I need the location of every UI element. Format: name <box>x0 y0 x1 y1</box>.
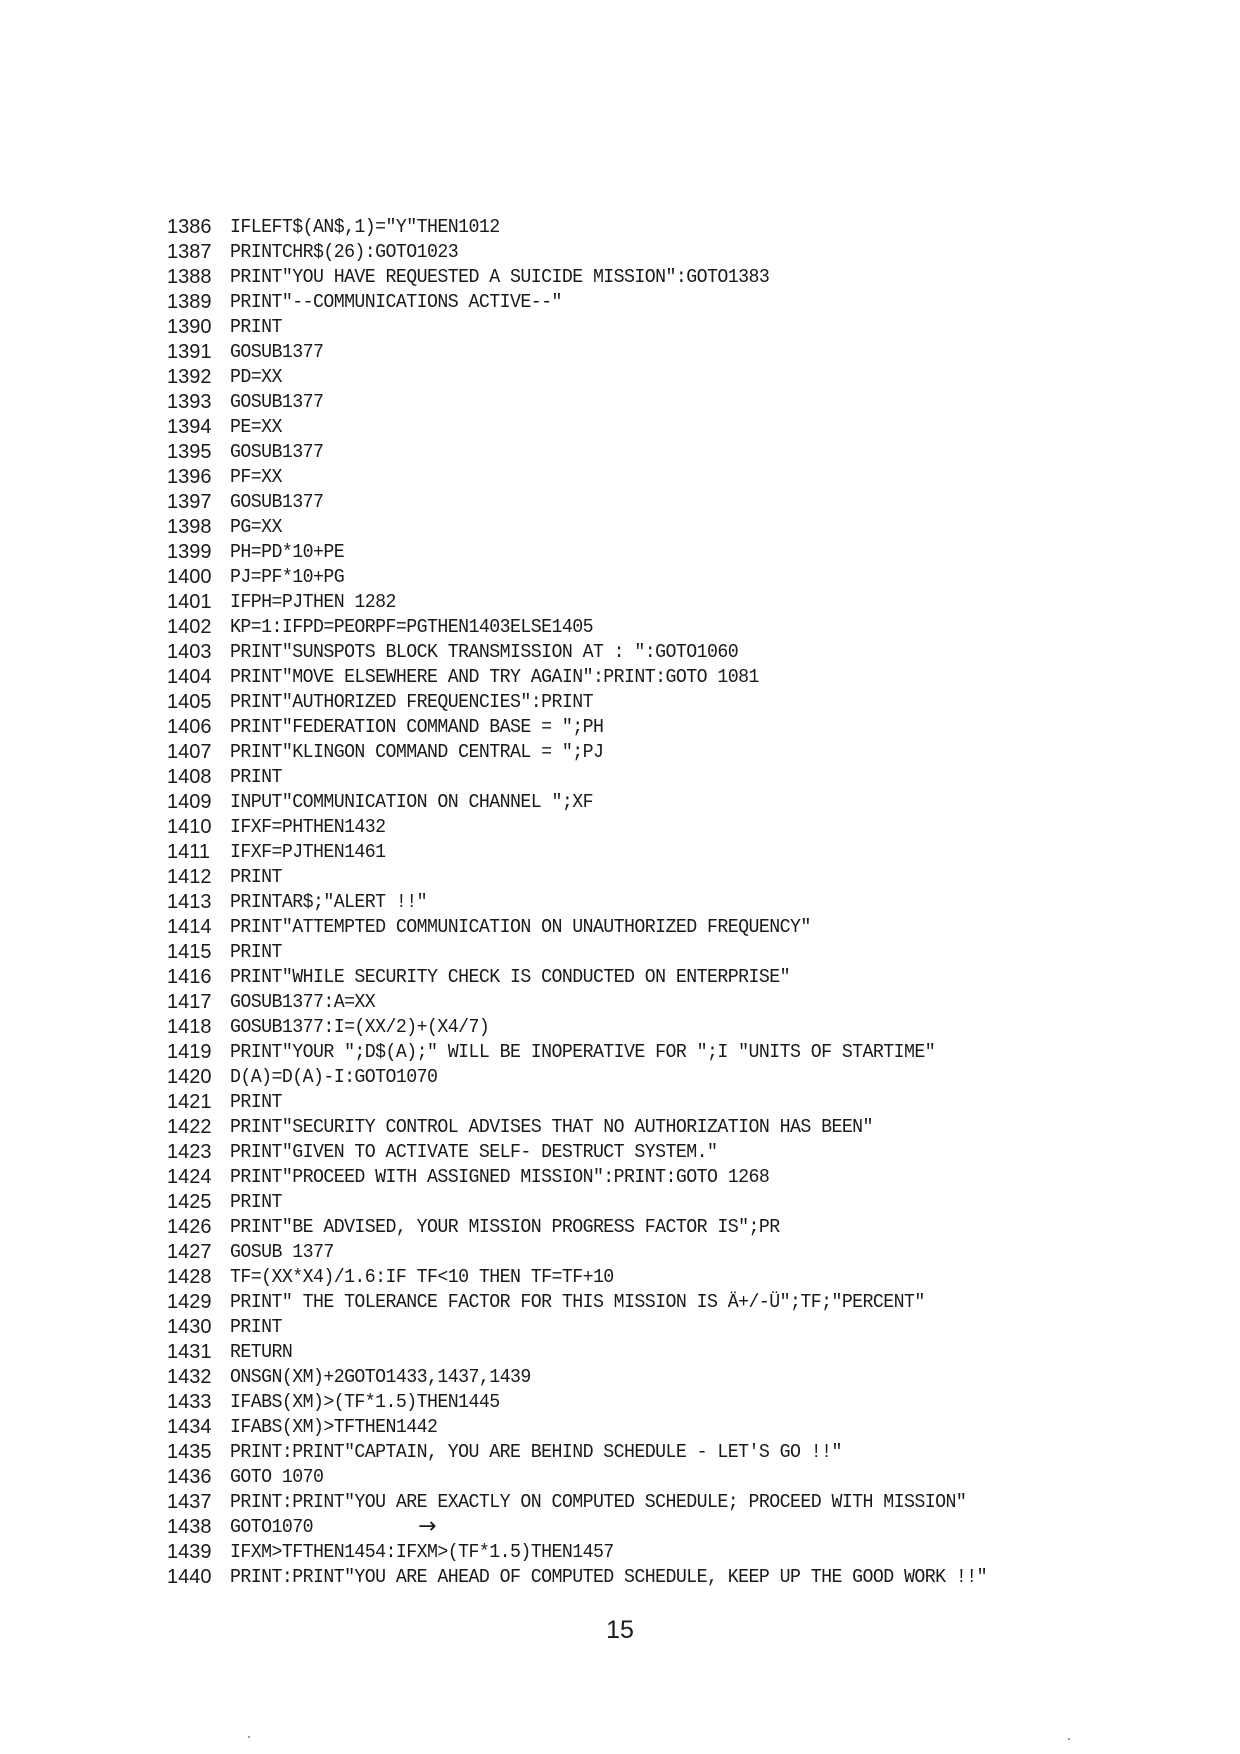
code-statement: GOSUB1377 <box>230 441 324 463</box>
line-number: 1438 <box>167 1516 212 1538</box>
line-number: 1401 <box>167 591 212 613</box>
code-line <box>167 1165 1217 1190</box>
code-statement: PRINTAR$;"ALERT !!" <box>230 891 428 913</box>
line-number: 1415 <box>167 941 212 963</box>
code-line <box>167 965 1217 990</box>
code-line <box>167 1390 1217 1415</box>
line-number: 1421 <box>167 1091 212 1113</box>
code-statement: PD=XX <box>230 366 282 388</box>
code-line <box>167 515 1217 540</box>
line-number: 1393 <box>167 391 212 413</box>
code-statement: IFLEFT$(AN$,1)="Y"THEN1012 <box>230 216 500 238</box>
line-number: 1387 <box>167 241 212 263</box>
code-statement: GOTO 1070 <box>230 1466 324 1488</box>
code-line <box>167 315 1217 340</box>
code-line <box>167 1365 1217 1390</box>
line-number: 1386 <box>167 216 212 238</box>
code-line <box>167 1090 1217 1115</box>
code-statement: RETURN <box>230 1341 293 1363</box>
line-number: 1392 <box>167 366 212 388</box>
line-number: 1400 <box>167 566 212 588</box>
code-statement: KP=1:IFPD=PEORPF=PGTHEN1403ELSE1405 <box>230 616 593 638</box>
code-line <box>167 1140 1217 1165</box>
code-statement: PRINT"SECURITY CONTROL ADVISES THAT NO AUTHORIZATION HAS BEEN" <box>230 1116 873 1138</box>
code-line <box>167 615 1217 640</box>
code-statement: GOSUB1377 <box>230 341 324 363</box>
line-number: 1420 <box>167 1066 212 1088</box>
code-line <box>167 365 1217 390</box>
code-line <box>167 940 1217 965</box>
code-line <box>167 590 1217 615</box>
code-statement: PRINT"BE ADVISED, YOUR MISSION PROGRESS FACTOR IS";PR <box>230 1216 780 1238</box>
code-statement: PRINT <box>230 1091 282 1113</box>
code-statement: IFABS(XM)>(TF*1.5)THEN1445 <box>230 1391 500 1413</box>
line-number: 1428 <box>167 1266 212 1288</box>
code-statement: PRINT"KLINGON COMMAND CENTRAL = ";PJ <box>230 741 604 763</box>
line-number: 1391 <box>167 341 212 363</box>
code-statement: PRINT"AUTHORIZED FREQUENCIES":PRINT <box>230 691 593 713</box>
line-number: 1413 <box>167 891 212 913</box>
code-statement: PRINTCHR$(26):GOTO1023 <box>230 241 459 263</box>
handwritten-arrow-mark: → <box>418 1514 437 1539</box>
line-number: 1429 <box>167 1291 212 1313</box>
code-line <box>167 290 1217 315</box>
code-statement: PRINT"GIVEN TO ACTIVATE SELF- DESTRUCT SYSTEM." <box>230 1141 718 1163</box>
code-statement: PRINT"ATTEMPTED COMMUNICATION ON UNAUTHORIZED FREQUENCY" <box>230 916 811 938</box>
code-statement: PRINT"PROCEED WITH ASSIGNED MISSION":PRINT:GOTO 1268 <box>230 1166 770 1188</box>
code-statement: IFXF=PJTHEN1461 <box>230 841 386 863</box>
code-statement: GOSUB 1377 <box>230 1241 334 1263</box>
code-statement: PRINT <box>230 316 282 338</box>
page-number: 15 <box>606 1616 634 1644</box>
code-statement: PJ=PF*10+PG <box>230 566 345 588</box>
code-line <box>167 1315 1217 1340</box>
line-number: 1432 <box>167 1366 212 1388</box>
code-statement: GOSUB1377 <box>230 491 324 513</box>
code-statement: PRINT"YOUR ";D$(A);" WILL BE INOPERATIVE FOR ";I "UNITS OF STARTIME" <box>230 1041 936 1063</box>
code-line <box>167 1565 1217 1590</box>
code-statement: IFPH=PJTHEN 1282 <box>230 591 396 613</box>
code-line <box>167 1540 1217 1565</box>
code-statement: PRINT <box>230 1316 282 1338</box>
code-line <box>167 765 1217 790</box>
line-number: 1397 <box>167 491 212 513</box>
code-statement: IFXF=PHTHEN1432 <box>230 816 386 838</box>
line-number: 1411 <box>167 841 211 863</box>
code-statement: PRINT:PRINT"YOU ARE EXACTLY ON COMPUTED SCHEDULE; PROCEED WITH MISSION" <box>230 1491 967 1513</box>
line-number: 1396 <box>167 466 212 488</box>
code-statement: PRINT"--COMMUNICATIONS ACTIVE--" <box>230 291 562 313</box>
code-line <box>167 790 1217 815</box>
code-statement: PRINT <box>230 1191 282 1213</box>
code-statement: PRINT"FEDERATION COMMAND BASE = ";PH <box>230 716 604 738</box>
code-line <box>167 390 1217 415</box>
line-number: 1398 <box>167 516 212 538</box>
code-line <box>167 890 1217 915</box>
code-line <box>167 265 1217 290</box>
code-line <box>167 840 1217 865</box>
code-line <box>167 740 1217 765</box>
line-number: 1404 <box>167 666 212 688</box>
code-line <box>167 1515 1217 1540</box>
code-line <box>167 815 1217 840</box>
code-line <box>167 1240 1217 1265</box>
code-statement: PG=XX <box>230 516 282 538</box>
code-line <box>167 1340 1217 1365</box>
code-statement: PRINT:PRINT"CAPTAIN, YOU ARE BEHIND SCHEDULE - LET'S GO !!" <box>230 1441 842 1463</box>
code-line <box>167 540 1217 565</box>
code-statement: PRINT"SUNSPOTS BLOCK TRANSMISSION AT : ":GOTO1060 <box>230 641 739 663</box>
line-number: 1410 <box>167 816 212 838</box>
code-statement: PF=XX <box>230 466 282 488</box>
code-statement: IFABS(XM)>TFTHEN1442 <box>230 1416 438 1438</box>
code-line <box>167 865 1217 890</box>
line-number: 1416 <box>167 966 212 988</box>
code-line <box>167 1290 1217 1315</box>
line-number: 1412 <box>167 866 212 888</box>
code-line <box>167 1115 1217 1140</box>
code-statement: INPUT"COMMUNICATION ON CHANNEL ";XF <box>230 791 593 813</box>
code-line <box>167 415 1217 440</box>
line-number: 1419 <box>167 1041 212 1063</box>
line-number: 1423 <box>167 1141 212 1163</box>
code-line <box>167 465 1217 490</box>
line-number: 1406 <box>167 716 212 738</box>
line-number: 1408 <box>167 766 212 788</box>
code-line <box>167 1065 1217 1090</box>
line-number: 1395 <box>167 441 212 463</box>
line-number: 1437 <box>167 1491 212 1513</box>
code-line <box>167 665 1217 690</box>
line-number: 1389 <box>167 291 212 313</box>
line-number: 1388 <box>167 266 212 288</box>
line-number: 1418 <box>167 1016 212 1038</box>
code-line <box>167 1190 1217 1215</box>
code-line <box>167 1015 1217 1040</box>
code-line <box>167 1415 1217 1440</box>
line-number: 1435 <box>167 1441 212 1463</box>
code-line <box>167 565 1217 590</box>
code-line <box>167 1040 1217 1065</box>
code-statement: PRINT"MOVE ELSEWHERE AND TRY AGAIN":PRINT:GOTO 1081 <box>230 666 759 688</box>
code-statement: PRINT <box>230 766 282 788</box>
code-line <box>167 1215 1217 1240</box>
code-line <box>167 490 1217 515</box>
code-line <box>167 440 1217 465</box>
code-line <box>167 990 1217 1015</box>
code-statement: PRINT <box>230 941 282 963</box>
scan-speck <box>248 1736 250 1738</box>
code-statement: GOSUB1377:A=XX <box>230 991 376 1013</box>
line-number: 1430 <box>167 1316 212 1338</box>
code-statement: GOSUB1377 <box>230 391 324 413</box>
code-statement: PRINT:PRINT"YOU ARE AHEAD OF COMPUTED SCHEDULE, KEEP UP THE GOOD WORK !!" <box>230 1566 988 1588</box>
line-number: 1436 <box>167 1466 212 1488</box>
line-number: 1422 <box>167 1116 212 1138</box>
code-statement: PRINT" THE TOLERANCE FACTOR FOR THIS MISSION IS Ä+/-Ü";TF;"PERCENT" <box>230 1291 925 1313</box>
line-number: 1409 <box>167 791 212 813</box>
line-number: 1394 <box>167 416 212 438</box>
code-statement: PRINT"WHILE SECURITY CHECK IS CONDUCTED ON ENTERPRISE" <box>230 966 790 988</box>
code-line <box>167 1490 1217 1515</box>
code-line <box>167 640 1217 665</box>
code-statement: GOTO1070 <box>230 1516 313 1538</box>
code-line <box>167 215 1217 240</box>
line-number: 1440 <box>167 1566 212 1588</box>
code-line <box>167 715 1217 740</box>
code-statement: PRINT <box>230 866 282 888</box>
code-statement: TF=(XX*X4)/1.6:IF TF<10 THEN TF=TF+10 <box>230 1266 614 1288</box>
line-number: 1439 <box>167 1541 212 1563</box>
code-statement: PE=XX <box>230 416 282 438</box>
line-number: 1414 <box>167 916 212 938</box>
scan-speck <box>1068 1738 1070 1740</box>
code-line <box>167 1440 1217 1465</box>
line-number: 1390 <box>167 316 212 338</box>
code-statement: D(A)=D(A)-I:GOTO1070 <box>230 1066 438 1088</box>
code-line <box>167 240 1217 265</box>
code-line <box>167 690 1217 715</box>
line-number: 1417 <box>167 991 212 1013</box>
line-number: 1424 <box>167 1166 212 1188</box>
line-number: 1402 <box>167 616 212 638</box>
code-statement: PH=PD*10+PE <box>230 541 345 563</box>
code-line <box>167 1465 1217 1490</box>
basic-program-listing <box>167 215 1217 1590</box>
line-number: 1427 <box>167 1241 212 1263</box>
line-number: 1433 <box>167 1391 212 1413</box>
line-number: 1405 <box>167 691 212 713</box>
line-number: 1431 <box>167 1341 212 1363</box>
code-statement: PRINT"YOU HAVE REQUESTED A SUICIDE MISSION":GOTO1383 <box>230 266 770 288</box>
line-number: 1399 <box>167 541 212 563</box>
line-number: 1426 <box>167 1216 212 1238</box>
code-line <box>167 340 1217 365</box>
code-statement: GOSUB1377:I=(XX/2)+(X4/7) <box>230 1016 490 1038</box>
code-line <box>167 1265 1217 1290</box>
code-statement: ONSGN(XM)+2GOTO1433,1437,1439 <box>230 1366 531 1388</box>
line-number: 1425 <box>167 1191 212 1213</box>
code-line <box>167 915 1217 940</box>
line-number: 1407 <box>167 741 212 763</box>
line-number: 1403 <box>167 641 212 663</box>
code-statement: IFXM>TFTHEN1454:IFXM>(TF*1.5)THEN1457 <box>230 1541 614 1563</box>
line-number: 1434 <box>167 1416 212 1438</box>
